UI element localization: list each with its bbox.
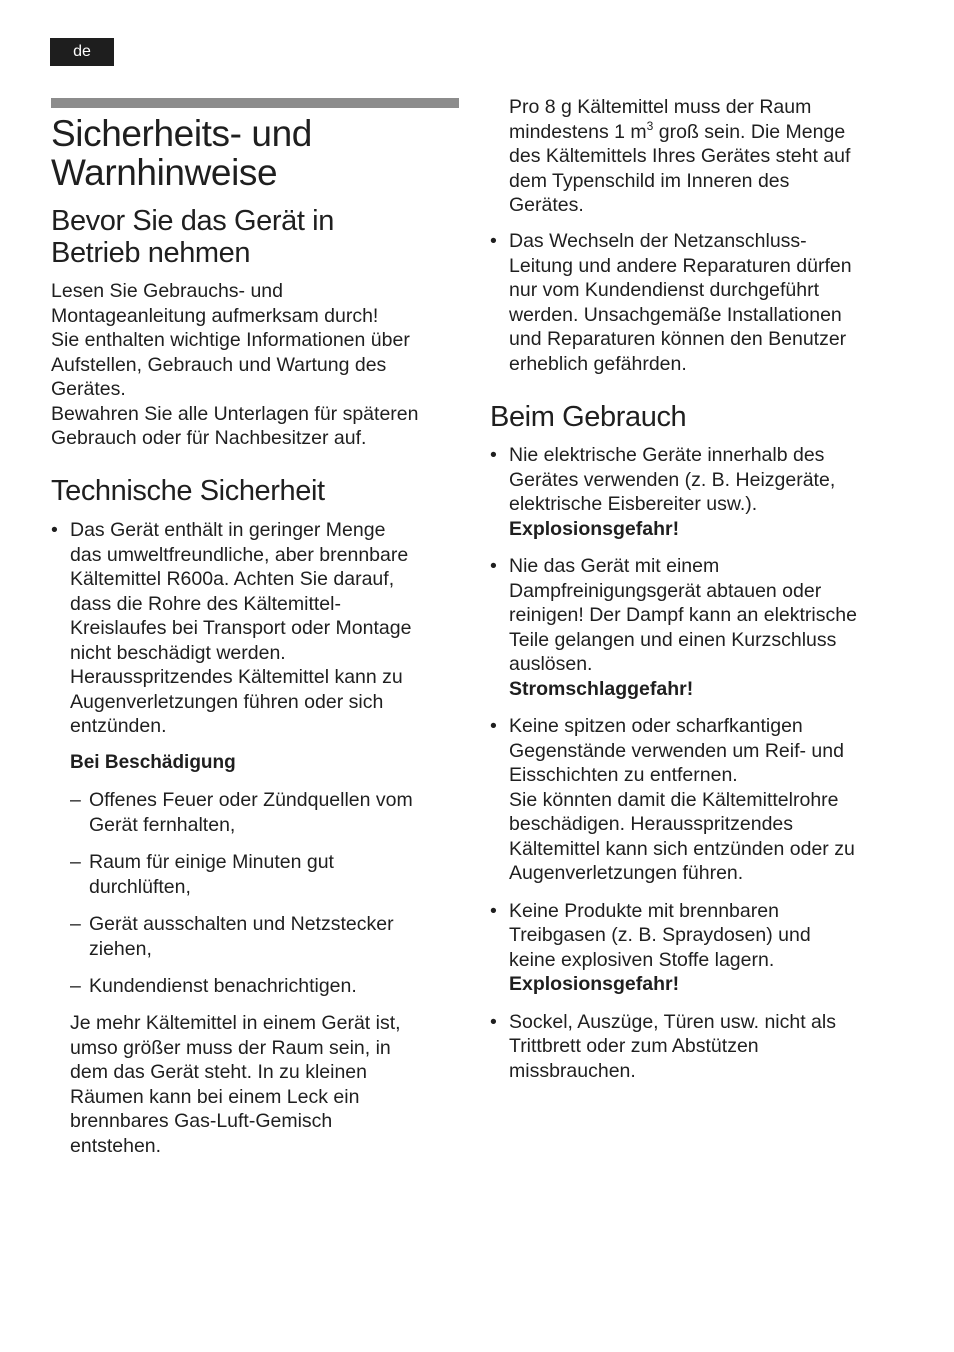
text-line: Kältemittel R600a. Achten Sie darauf, xyxy=(70,568,395,590)
text-line: missbrauchen. xyxy=(509,1059,636,1082)
text-line: Leitung und andere Reparaturen dürfen xyxy=(509,254,852,277)
text-line: Bewahren Sie alle Unterlagen für späteren xyxy=(51,402,419,425)
room-size-paragraph xyxy=(509,95,919,218)
text-line: – Gerät ausschalten und Netzstecker xyxy=(89,913,394,935)
text-line: dem das Gerät steht. In zu kleinen xyxy=(70,1061,367,1083)
text-line: keine explosiven Stoffe lagern. xyxy=(509,948,775,971)
text-line: Lesen Sie Gebrauchs- und xyxy=(51,280,283,302)
warning-label: Explosionsgefahr! xyxy=(509,973,680,995)
damage-step xyxy=(70,974,470,999)
text-line: elektrische Eisbereiter usw.). xyxy=(509,493,758,515)
text-line: Gerätes. xyxy=(509,194,584,216)
text-line: Trittbrett oder zum Abstützen xyxy=(509,1035,759,1057)
text-line: • Das Gerät enthält in geringer Menge xyxy=(70,519,386,541)
refrigerant-paragraph xyxy=(70,1011,470,1158)
text-line: – Kundendienst benachrichtigen. xyxy=(89,975,357,997)
text-line: • Keine Produkte mit brennbaren xyxy=(509,899,779,922)
damage-step xyxy=(70,788,470,837)
page-title-line: Warnhinweise xyxy=(51,152,278,193)
text-line: Je mehr Kältemittel in einem Gerät ist, xyxy=(70,1012,401,1034)
page-title-line: Sicherheits- und xyxy=(51,113,312,154)
text-fragment: groß sein. Die Menge xyxy=(653,120,846,143)
text-line: entzünden. xyxy=(70,715,167,737)
text-line: Augenverletzungen führen oder sich xyxy=(70,690,384,713)
text-line: Herausspritzendes Kältemittel kann zu xyxy=(70,666,403,688)
warning-label: Stromschlaggefahr! xyxy=(509,677,694,700)
technical-safety-list xyxy=(51,518,471,739)
text-line xyxy=(509,120,919,145)
text-line: Sie enthalten wichtige Informationen über xyxy=(51,329,410,351)
text-line: durchlüften, xyxy=(89,875,191,898)
language-badge: de xyxy=(50,38,114,66)
text-line: erheblich gefährden. xyxy=(509,352,687,375)
list-item xyxy=(490,443,915,541)
text-line: • Nie elektrische Geräte innerhalb des xyxy=(509,444,825,466)
list-item xyxy=(51,518,471,739)
text-line: Gegenstände verwenden um Reif- und xyxy=(509,739,844,762)
text-line: des Kältemittels Ihres Gerätes steht auf xyxy=(509,145,851,167)
text-line: beschädigen. Herausspritzendes xyxy=(509,813,794,835)
intro-paragraph xyxy=(51,279,471,451)
text-line: • Nie das Gerät mit einem xyxy=(509,555,720,577)
in-use-list xyxy=(490,443,915,1083)
text-line: Montageanleitung aufmerksam durch! xyxy=(51,304,379,327)
text-line: Kreislaufes bei Transport oder Montage xyxy=(70,617,412,639)
heading-in-use: Beim Gebrauch xyxy=(490,401,687,433)
heading-line: Betrieb nehmen xyxy=(51,237,251,269)
text-line: Gerät fernhalten, xyxy=(89,813,236,836)
text-line: • Keine spitzen oder scharfkantigen xyxy=(509,715,803,737)
repair-list xyxy=(490,229,915,376)
title-rule xyxy=(51,98,459,108)
text-line: Gerätes. xyxy=(51,378,126,400)
list-item xyxy=(490,899,915,997)
text-line: nur vom Kundendienst durchgeführt xyxy=(509,279,820,301)
list-item xyxy=(490,554,915,701)
text-line: ziehen, xyxy=(89,937,152,960)
text-line: brennbares Gas-Luft-Gemisch xyxy=(70,1110,333,1132)
damage-subheading: Bei Beschädigung xyxy=(70,752,236,773)
damage-step xyxy=(70,850,470,899)
text-line: Augenverletzungen führen. xyxy=(509,862,744,884)
text-line: nicht beschädigt werden. xyxy=(70,641,286,664)
text-line: Sie könnten damit die Kältemittelrohre xyxy=(509,788,839,811)
damage-steps xyxy=(70,788,470,999)
heading-before-use xyxy=(51,205,334,269)
text-line: – Raum für einige Minuten gut xyxy=(89,851,334,873)
damage-step xyxy=(70,912,470,961)
list-item xyxy=(490,1010,915,1084)
text-line: Dampfreinigungsgerät abtauen oder xyxy=(509,579,822,602)
text-line: reinigen! Der Dampf kann an elektrische xyxy=(509,604,857,626)
heading-technical-safety: Technische Sicherheit xyxy=(51,475,325,507)
text-line: dem Typenschild im Inneren des xyxy=(509,169,790,192)
text-line: Teile gelangen und einen Kurzschluss xyxy=(509,628,837,651)
text-line: auslösen. xyxy=(509,653,593,675)
page-title xyxy=(51,114,471,192)
text-line: werden. Unsachgemäße Installationen xyxy=(509,303,842,326)
warning-label: Explosionsgefahr! xyxy=(509,517,680,540)
list-item xyxy=(490,714,915,886)
text-line: Pro 8 g Kältemittel muss der Raum xyxy=(509,96,812,118)
text-line: Aufstellen, Gebrauch und Wartung des xyxy=(51,353,387,376)
text-line: Gebrauch oder für Nachbesitzer auf. xyxy=(51,427,367,449)
text-line: entstehen. xyxy=(70,1134,162,1157)
text-line: Kältemittel kann sich entzünden oder zu xyxy=(509,837,855,860)
text-line: das umweltfreundliche, aber brennbare xyxy=(70,543,409,566)
text-line: dass die Rohre des Kältemittel- xyxy=(70,592,341,615)
text-line: Räumen kann bei einem Leck ein xyxy=(70,1085,360,1108)
text-line: und Reparaturen können den Benutzer xyxy=(509,328,847,350)
text-line: Treibgasen (z. B. Spraydosen) und xyxy=(509,924,811,946)
text-fragment: mindestens 1 m xyxy=(509,120,647,143)
text-line: • Das Wechseln der Netzanschluss- xyxy=(509,230,807,252)
text-line: umso größer muss der Raum sein, in xyxy=(70,1036,391,1059)
heading-line: Bevor Sie das Gerät in xyxy=(51,205,334,237)
text-line: Eisschichten zu entfernen. xyxy=(509,764,738,786)
text-line: – Offenes Feuer oder Zündquellen vom xyxy=(89,789,413,811)
text-line: • Sockel, Auszüge, Türen usw. nicht als xyxy=(509,1010,836,1033)
text-line: Gerätes verwenden (z. B. Heizgeräte, xyxy=(509,468,836,491)
superscript: 3 xyxy=(646,118,654,133)
list-item xyxy=(490,229,915,376)
